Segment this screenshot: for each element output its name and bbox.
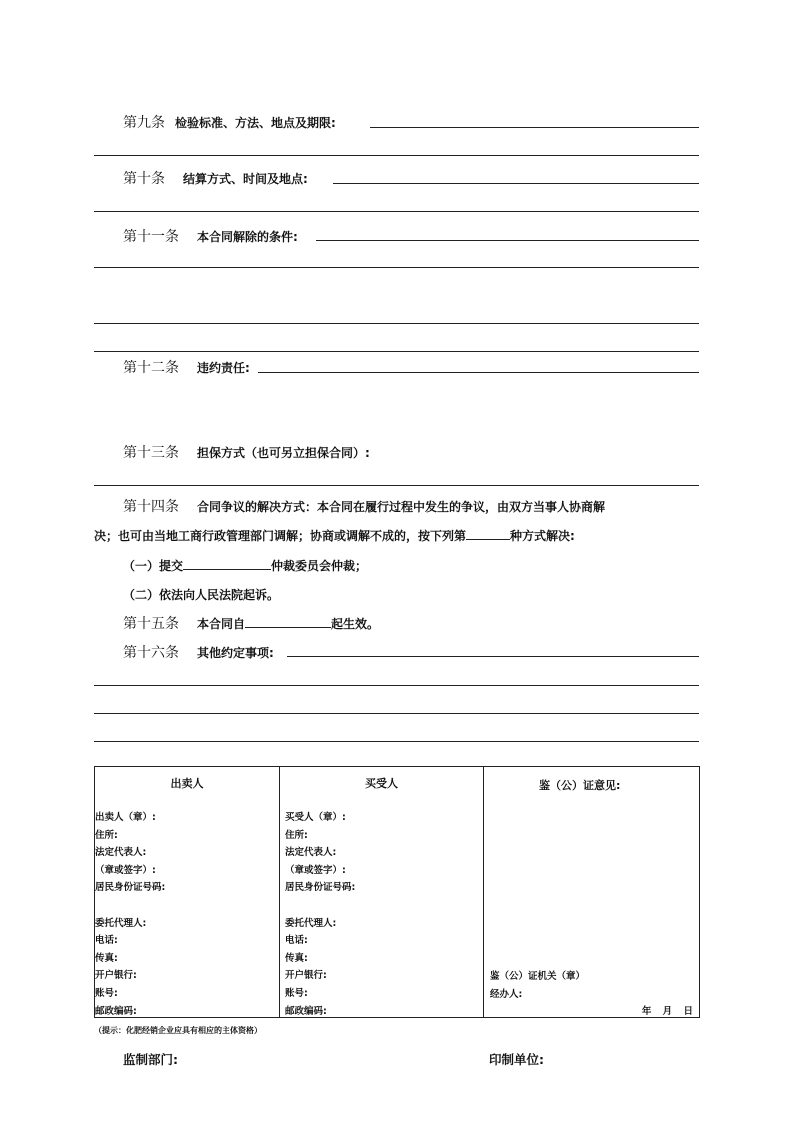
article-text: 检验标准、方法、地点及期限: bbox=[175, 116, 336, 130]
blank-line bbox=[94, 351, 699, 352]
seller-field[interactable]: 传真: bbox=[95, 952, 118, 964]
seller-field[interactable]: 住所: bbox=[95, 829, 118, 841]
buyer-field[interactable]: 电话: bbox=[285, 935, 308, 947]
notary-cell bbox=[484, 767, 700, 1018]
article-11 bbox=[123, 226, 298, 246]
article-number: 第十条 bbox=[123, 171, 165, 187]
buyer-heading: 买受人 bbox=[365, 777, 398, 790]
fill-line bbox=[287, 656, 699, 657]
seller-field[interactable]: 委托代理人: bbox=[95, 917, 147, 929]
article-text: 结算方式、时间及地点: bbox=[183, 172, 308, 186]
blank-line bbox=[94, 155, 699, 156]
signature-table bbox=[94, 766, 700, 1018]
buyer-field-spacer bbox=[285, 897, 355, 915]
option-court bbox=[123, 586, 279, 604]
blank-line bbox=[94, 323, 699, 324]
article-text: 本合同解除的条件: bbox=[197, 230, 298, 244]
article-number: 第十五条 bbox=[123, 616, 179, 632]
article-text-continued: 决；也可由当地工商行政管理部门调解；协商或调解不成的，按下列第 bbox=[94, 529, 467, 543]
notary-heading: 鉴（公）证意见: bbox=[539, 779, 621, 792]
buyer-field[interactable]: 居民身份证号码: bbox=[285, 882, 356, 894]
seller-fields bbox=[95, 809, 165, 1020]
buyer-field[interactable]: 买受人（章）: bbox=[285, 812, 346, 823]
seller-field[interactable]: 出卖人（章）: bbox=[95, 812, 156, 823]
article-10 bbox=[123, 168, 308, 188]
article-text: 担保方式（也可另立担保合同）: bbox=[197, 446, 370, 460]
article-number: 第十四条 bbox=[123, 499, 179, 515]
article-text: 合同争议的解决方式：本合同在履行过程中发生的争议，由双方当事人协商解 bbox=[197, 500, 606, 514]
seller-heading: 出卖人 bbox=[170, 777, 204, 790]
article-text-continued: 种方式解决: bbox=[510, 529, 575, 543]
buyer-field[interactable]: 委托代理人: bbox=[285, 917, 337, 929]
fill-line bbox=[370, 127, 699, 128]
printing-unit: 印制单位: bbox=[489, 1052, 544, 1067]
seller-field[interactable]: 邮政编码: bbox=[95, 1005, 137, 1017]
notary-handler[interactable]: 经办人: bbox=[490, 989, 523, 1000]
seller-field[interactable]: 电话: bbox=[95, 935, 118, 947]
article-12 bbox=[123, 357, 250, 377]
blank-line bbox=[94, 741, 699, 742]
buyer-field[interactable]: 传真: bbox=[285, 952, 308, 964]
buyer-field[interactable]: 开户银行: bbox=[285, 970, 327, 982]
article-number: 第十一条 bbox=[123, 229, 179, 245]
fill-line bbox=[258, 372, 699, 373]
option-text: 仲裁委员会仲裁； bbox=[271, 559, 368, 573]
blank-line bbox=[94, 267, 699, 268]
seller-field-spacer bbox=[95, 897, 165, 915]
seller-field[interactable]: 居民身份证号码: bbox=[95, 882, 166, 894]
article-9 bbox=[123, 112, 336, 132]
seller-field[interactable]: （章或签字）: bbox=[95, 864, 156, 876]
arbitration-committee-blank[interactable] bbox=[183, 557, 271, 570]
notary-date[interactable]: 年 月 日 bbox=[641, 1006, 693, 1017]
buyer-field[interactable]: 法定代表人: bbox=[285, 847, 337, 859]
article-text: 违约责任: bbox=[197, 361, 250, 375]
article-14-line2 bbox=[94, 527, 575, 545]
article-text: 本合同自 bbox=[197, 617, 246, 631]
article-16 bbox=[123, 642, 274, 662]
buyer-field[interactable]: （章或签字）: bbox=[285, 864, 346, 876]
article-text: 起生效。 bbox=[331, 617, 380, 631]
article-15 bbox=[123, 613, 379, 633]
article-13 bbox=[123, 442, 370, 462]
option-arbitration bbox=[123, 557, 367, 575]
method-number-blank[interactable] bbox=[466, 527, 510, 540]
buyer-fields bbox=[285, 809, 355, 1020]
article-number: 第十二条 bbox=[123, 360, 179, 376]
fill-line bbox=[316, 240, 699, 241]
blank-line bbox=[94, 485, 699, 486]
article-number: 第十三条 bbox=[123, 445, 179, 461]
blank-line bbox=[94, 685, 699, 686]
article-text: 其他约定事项: bbox=[197, 646, 274, 660]
buyer-field[interactable]: 账号: bbox=[285, 987, 308, 999]
notary-authority-seal[interactable]: 鉴（公）证机关（章） bbox=[490, 971, 586, 982]
fill-line bbox=[333, 183, 699, 184]
blank-line bbox=[94, 713, 699, 714]
seller-field[interactable]: 开户银行: bbox=[95, 970, 137, 982]
buyer-field[interactable]: 邮政编码: bbox=[285, 1005, 327, 1017]
article-number: 第九条 bbox=[123, 115, 165, 131]
seller-field[interactable]: 账号: bbox=[95, 987, 118, 999]
buyer-field[interactable]: 住所: bbox=[285, 829, 308, 841]
supervising-department: 监制部门: bbox=[123, 1052, 178, 1067]
article-14 bbox=[123, 496, 605, 516]
effective-date-blank[interactable] bbox=[245, 615, 331, 628]
qualification-note: （提示：化肥经销企业应具有相应的主体资格） bbox=[94, 1026, 262, 1035]
option-text: （二）依法向人民法院起诉。 bbox=[123, 588, 280, 602]
option-text: （一）提交 bbox=[123, 559, 184, 573]
buyer-cell bbox=[280, 767, 484, 1018]
seller-field[interactable]: 法定代表人: bbox=[95, 847, 147, 859]
blank-line bbox=[94, 211, 699, 212]
seller-cell bbox=[95, 767, 280, 1018]
article-number: 第十六条 bbox=[123, 645, 179, 661]
